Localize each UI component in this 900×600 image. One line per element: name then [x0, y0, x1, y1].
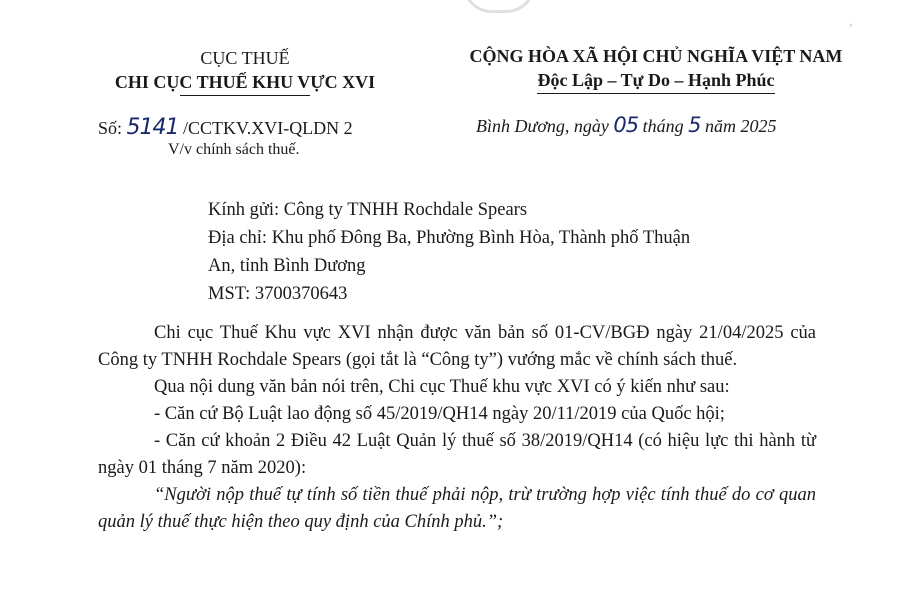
national-header [446, 44, 866, 94]
recipient-address-line2: An, tỉnh Bình Dương [208, 256, 366, 276]
date-place: Bình Dương, ngày [476, 116, 609, 136]
margin-mark: ‚ [848, 12, 854, 29]
handwritten-day: 05 [613, 113, 639, 137]
date-year: năm 2025 [705, 116, 777, 136]
document-date [476, 113, 777, 138]
national-motto: Độc Lập – Tự Do – Hạnh Phúc [537, 68, 774, 94]
country-name: CỘNG HÒA XÃ HỘI CHỦ NGHĨA VIỆT NAM [469, 46, 843, 66]
agency-name: CỤC THUẾ [200, 48, 290, 68]
handwritten-number: 5141 [126, 115, 179, 140]
number-label: Số: [98, 118, 123, 138]
issuer-header [100, 46, 390, 94]
recipient-to: Kính gửi: Công ty TNHH Rochdale Spears [208, 200, 528, 220]
number-suffix: /CCTKV.XVI-QLDN 2 [183, 118, 353, 138]
stamp-mark [462, 0, 536, 13]
document-number [98, 116, 353, 140]
paragraph-basis-labor-law: - Căn cứ Bộ Luật lao động số 45/2019/QH14 ngày 20/11/2019 của Quốc hội; [154, 404, 725, 424]
paragraph-opinion: Qua nội dung văn bản nói trên, Chi cục Thuế khu vực XVI có ý kiến như sau: [154, 377, 730, 397]
recipient-tax-code: MST: 3700370643 [208, 284, 348, 304]
month-label: tháng [642, 116, 684, 136]
letter-body [98, 320, 816, 536]
paragraph-basis-tax-law: - Căn cứ khoản 2 Điều 42 Luật Quản lý thuế số 38/2019/QH14 (có hiệu lực thi hành từ ngày 01 tháng 7 năm 2020): [98, 431, 816, 478]
office-name: CHI CỤC THUẾ KHU VỰC XVI [114, 72, 376, 92]
paragraph-quote: “Người nộp thuế tự tính số tiền thuế phải nộp, trừ trường hợp việc tính thuế do cơ quan quản lý thuế thực hiện theo quy định của Chính phủ.”; [98, 485, 816, 532]
document-subject: V/v chính sách thuế. [168, 141, 300, 158]
recipient-block [208, 196, 808, 308]
handwritten-month: 5 [688, 113, 701, 137]
header-divider [180, 95, 310, 96]
recipient-address-line1: Địa chỉ: Khu phố Đông Ba, Phường Bình Hòa, Thành phố Thuận [208, 228, 691, 248]
paragraph-intro: Chi cục Thuế Khu vực XVI nhận được văn bản số 01-CV/BGĐ ngày 21/04/2025 của Công ty TNHH Rochdale Spears (gọi tắt là “Công ty”) vướng mắc về chính sách thuế. [98, 323, 816, 370]
